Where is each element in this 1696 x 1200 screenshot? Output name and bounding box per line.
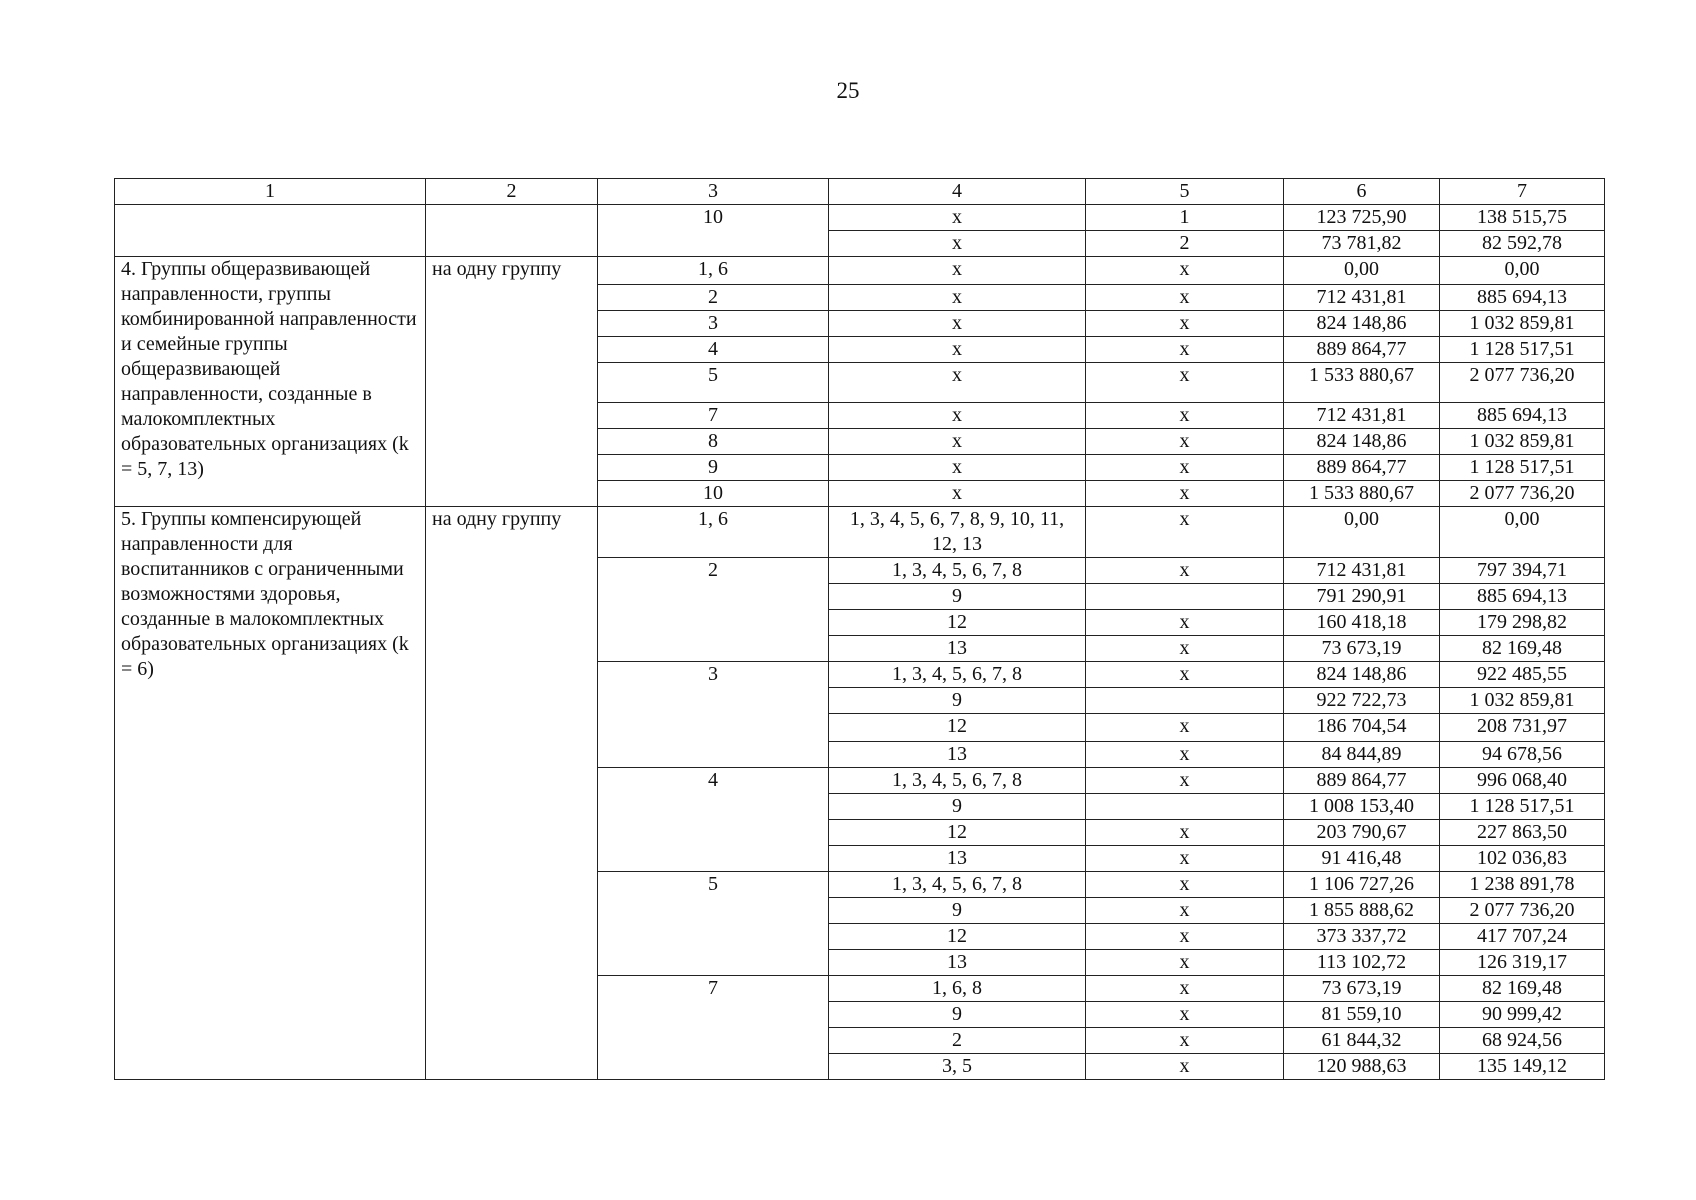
age-cell: x: [1086, 403, 1284, 429]
age-cell: x: [1086, 820, 1284, 846]
age-cell: x: [1086, 311, 1284, 337]
value-cell: 0,00: [1440, 507, 1605, 558]
group-cell: 1, 6, 8: [829, 976, 1086, 1002]
age-cell: x: [1086, 1002, 1284, 1028]
value-cell: 889 864,77: [1284, 768, 1440, 794]
group-cell: 1, 3, 4, 5, 6, 7, 8: [829, 872, 1086, 898]
value-cell: 417 707,24: [1440, 924, 1605, 950]
level-cell: 5: [598, 363, 829, 403]
value-cell: 120 988,63: [1284, 1054, 1440, 1080]
value-cell: 712 431,81: [1284, 285, 1440, 311]
age-cell: x: [1086, 846, 1284, 872]
value-cell: 1 128 517,51: [1440, 455, 1605, 481]
level-cell: 9: [598, 455, 829, 481]
value-cell: 84 844,89: [1284, 742, 1440, 768]
level-cell: 7: [598, 976, 829, 1080]
value-cell: 1 128 517,51: [1440, 794, 1605, 820]
value-cell: 73 673,19: [1284, 976, 1440, 1002]
group-cell: x: [829, 429, 1086, 455]
value-cell: 123 725,90: [1284, 205, 1440, 231]
table-row: [115, 205, 1605, 231]
value-cell: 0,00: [1440, 257, 1605, 285]
value-cell: 1 128 517,51: [1440, 337, 1605, 363]
value-cell: 227 863,50: [1440, 820, 1605, 846]
value-cell: 2 077 736,20: [1440, 363, 1605, 403]
value-cell: 712 431,81: [1284, 558, 1440, 584]
value-cell: 373 337,72: [1284, 924, 1440, 950]
group-cell: 1, 3, 4, 5, 6, 7, 8: [829, 662, 1086, 688]
header-cell: 3: [598, 179, 829, 205]
table-row: [115, 507, 1605, 558]
value-cell: 824 148,86: [1284, 429, 1440, 455]
level-cell: 7: [598, 403, 829, 429]
age-cell: x: [1086, 558, 1284, 584]
empty-cell: [426, 205, 598, 257]
value-cell: 68 924,56: [1440, 1028, 1605, 1054]
value-cell: 922 485,55: [1440, 662, 1605, 688]
age-cell: 1: [1086, 205, 1284, 231]
age-cell: x: [1086, 636, 1284, 662]
value-cell: 885 694,13: [1440, 403, 1605, 429]
value-cell: 1 533 880,67: [1284, 481, 1440, 507]
group-cell: 1, 3, 4, 5, 6, 7, 8, 9, 10, 11, 12, 13: [829, 507, 1086, 558]
value-cell: 922 722,73: [1284, 688, 1440, 714]
age-cell: x: [1086, 976, 1284, 1002]
header-cell: 5: [1086, 179, 1284, 205]
tariff-table: [114, 178, 1605, 1080]
age-cell: x: [1086, 257, 1284, 285]
group-cell: x: [829, 311, 1086, 337]
age-cell: x: [1086, 768, 1284, 794]
group-cell: x: [829, 403, 1086, 429]
value-cell: 82 169,48: [1440, 636, 1605, 662]
value-cell: 208 731,97: [1440, 714, 1605, 742]
header-cell: 6: [1284, 179, 1440, 205]
value-cell: 73 673,19: [1284, 636, 1440, 662]
group-cell: 12: [829, 924, 1086, 950]
age-cell: [1086, 584, 1284, 610]
group-cell: x: [829, 257, 1086, 285]
age-cell: 2: [1086, 231, 1284, 257]
value-cell: 1 008 153,40: [1284, 794, 1440, 820]
header-cell: 7: [1440, 179, 1605, 205]
level-cell: 3: [598, 311, 829, 337]
age-cell: x: [1086, 898, 1284, 924]
category-description: 4. Группы общеразвивающей направленности, группы комбинированной направленности и семейные группы общеразвивающей направленности, созданные в малокомплектных образовательных организациях (k = 5, 7, 13): [115, 257, 426, 507]
header-cell: 1: [115, 179, 426, 205]
group-cell: 1, 3, 4, 5, 6, 7, 8: [829, 558, 1086, 584]
value-cell: 712 431,81: [1284, 403, 1440, 429]
value-cell: 179 298,82: [1440, 610, 1605, 636]
level-cell: 10: [598, 481, 829, 507]
age-cell: x: [1086, 455, 1284, 481]
header-cell: 4: [829, 179, 1086, 205]
age-cell: x: [1086, 924, 1284, 950]
value-cell: 82 592,78: [1440, 231, 1605, 257]
age-cell: x: [1086, 481, 1284, 507]
value-cell: 91 416,48: [1284, 846, 1440, 872]
group-cell: 12: [829, 610, 1086, 636]
unit-cell: на одну группу: [426, 507, 598, 1080]
value-cell: 889 864,77: [1284, 337, 1440, 363]
value-cell: 2 077 736,20: [1440, 481, 1605, 507]
level-cell: 2: [598, 285, 829, 311]
value-cell: 889 864,77: [1284, 455, 1440, 481]
empty-cell: [115, 205, 426, 257]
age-cell: x: [1086, 507, 1284, 558]
unit-cell: на одну группу: [426, 257, 598, 507]
value-cell: 126 319,17: [1440, 950, 1605, 976]
value-cell: 1 032 859,81: [1440, 429, 1605, 455]
age-cell: [1086, 688, 1284, 714]
age-cell: x: [1086, 950, 1284, 976]
group-cell: 13: [829, 846, 1086, 872]
value-cell: 0,00: [1284, 257, 1440, 285]
value-cell: 0,00: [1284, 507, 1440, 558]
age-cell: x: [1086, 1028, 1284, 1054]
level-cell: 3: [598, 662, 829, 768]
value-cell: 1 032 859,81: [1440, 311, 1605, 337]
group-cell: x: [829, 337, 1086, 363]
age-cell: x: [1086, 742, 1284, 768]
age-cell: x: [1086, 363, 1284, 403]
value-cell: 885 694,13: [1440, 584, 1605, 610]
value-cell: 160 418,18: [1284, 610, 1440, 636]
group-cell: 13: [829, 950, 1086, 976]
group-cell: 2: [829, 1028, 1086, 1054]
age-cell: x: [1086, 714, 1284, 742]
level-cell: 2: [598, 558, 829, 662]
level-cell: 4: [598, 768, 829, 872]
age-cell: x: [1086, 285, 1284, 311]
value-cell: 203 790,67: [1284, 820, 1440, 846]
group-cell: x: [829, 231, 1086, 257]
group-cell: 13: [829, 742, 1086, 768]
group-cell: x: [829, 285, 1086, 311]
value-cell: 885 694,13: [1440, 285, 1605, 311]
value-cell: 113 102,72: [1284, 950, 1440, 976]
group-cell: x: [829, 481, 1086, 507]
value-cell: 1 238 891,78: [1440, 872, 1605, 898]
level-cell: 10: [598, 205, 829, 257]
group-cell: 9: [829, 584, 1086, 610]
value-cell: 82 169,48: [1440, 976, 1605, 1002]
value-cell: 824 148,86: [1284, 662, 1440, 688]
value-cell: 102 036,83: [1440, 846, 1605, 872]
value-cell: 797 394,71: [1440, 558, 1605, 584]
age-cell: x: [1086, 337, 1284, 363]
value-cell: 81 559,10: [1284, 1002, 1440, 1028]
page-number: 25: [836, 78, 860, 103]
group-cell: 12: [829, 714, 1086, 742]
value-cell: 73 781,82: [1284, 231, 1440, 257]
value-cell: 61 844,32: [1284, 1028, 1440, 1054]
level-cell: 1, 6: [598, 507, 829, 558]
value-cell: 2 077 736,20: [1440, 898, 1605, 924]
value-cell: 1 032 859,81: [1440, 688, 1605, 714]
group-cell: x: [829, 455, 1086, 481]
group-cell: 9: [829, 1002, 1086, 1028]
group-cell: 12: [829, 820, 1086, 846]
value-cell: 1 855 888,62: [1284, 898, 1440, 924]
group-cell: 9: [829, 688, 1086, 714]
age-cell: [1086, 794, 1284, 820]
value-cell: 1 533 880,67: [1284, 363, 1440, 403]
value-cell: 824 148,86: [1284, 311, 1440, 337]
age-cell: x: [1086, 610, 1284, 636]
age-cell: x: [1086, 872, 1284, 898]
value-cell: 138 515,75: [1440, 205, 1605, 231]
group-cell: 3, 5: [829, 1054, 1086, 1080]
group-cell: 1, 3, 4, 5, 6, 7, 8: [829, 768, 1086, 794]
group-cell: x: [829, 205, 1086, 231]
value-cell: 90 999,42: [1440, 1002, 1605, 1028]
table-row: [115, 179, 1605, 205]
level-cell: 8: [598, 429, 829, 455]
age-cell: x: [1086, 429, 1284, 455]
group-cell: 9: [829, 898, 1086, 924]
header-cell: 2: [426, 179, 598, 205]
value-cell: 996 068,40: [1440, 768, 1605, 794]
group-cell: x: [829, 363, 1086, 403]
age-cell: x: [1086, 1054, 1284, 1080]
value-cell: 135 149,12: [1440, 1054, 1605, 1080]
level-cell: 5: [598, 872, 829, 976]
group-cell: 9: [829, 794, 1086, 820]
table-row: [115, 257, 1605, 285]
level-cell: 4: [598, 337, 829, 363]
level-cell: 1, 6: [598, 257, 829, 285]
age-cell: x: [1086, 662, 1284, 688]
value-cell: 1 106 727,26: [1284, 872, 1440, 898]
value-cell: 186 704,54: [1284, 714, 1440, 742]
value-cell: 791 290,91: [1284, 584, 1440, 610]
group-cell: 13: [829, 636, 1086, 662]
value-cell: 94 678,56: [1440, 742, 1605, 768]
category-description: 5. Группы компенсирующей направленности для воспитанников с ограниченными возможностями здоровья, созданные в малокомплектных образовательных организациях (k = 6): [115, 507, 426, 1080]
